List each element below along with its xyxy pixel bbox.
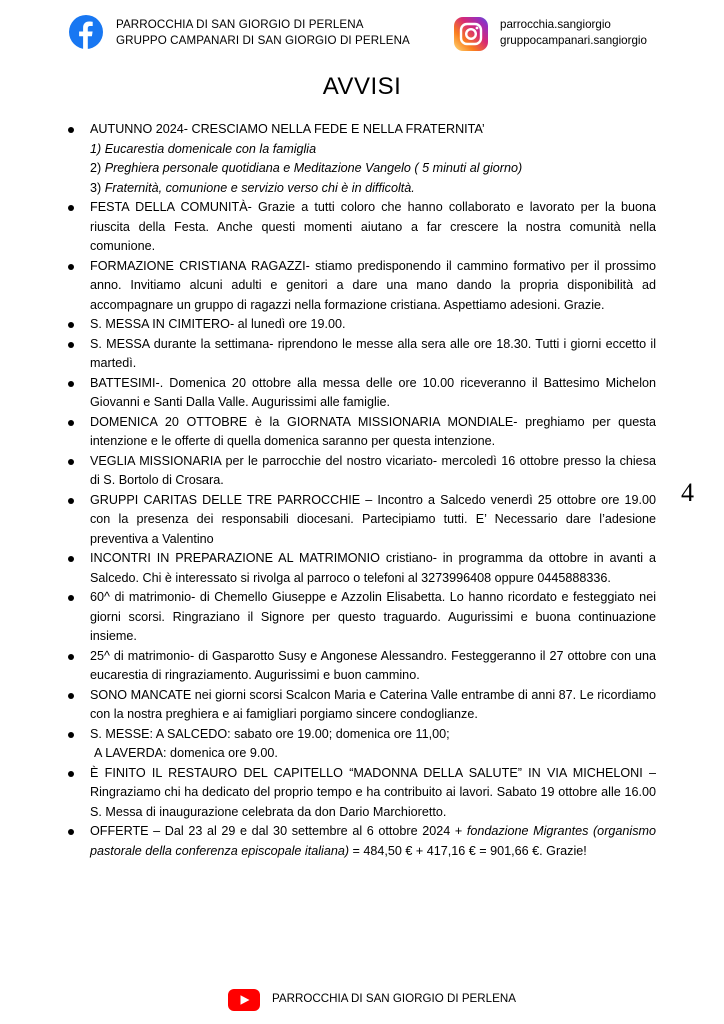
notice-veglia: VEGLIA MISSIONARIA per le parrocchie del nostro vicariato- mercoledì 16 ottobre presso la chiesa di S. Bortolo di Crosara.	[62, 452, 656, 491]
notice-autumn-point-3	[90, 179, 656, 199]
page-number: 4	[681, 478, 694, 507]
youtube-icon[interactable]	[228, 989, 260, 1011]
youtube-channel-name[interactable]: PARROCCHIA DI SAN GIORGIO DI PERLENA	[272, 992, 516, 1005]
instagram-icon[interactable]	[454, 17, 488, 51]
notice-venticinquesimo: 25^ di matrimonio- di Gasparotto Susy e Angonese Alessandro. Festeggeranno il 27 ottobre con una eucarestia di ringraziamento. Augurissimi e buon cammino.	[62, 647, 656, 686]
notice-formazione: FORMAZIONE CRISTIANA RAGAZZI- stiamo predisponendo il cammino formativo per il prossimo anno. Invitiamo alcuni adulti e genitori a dare una mano dando la propria disponibilità ad accompagnare un gruppo di ragazzi nella formazione cristiana. Aspettiamo adesioni. Grazie.	[62, 257, 656, 316]
notice-offerte	[62, 822, 656, 861]
facebook-label	[116, 17, 410, 49]
notice-messe	[62, 725, 656, 764]
notice-autumn-point-2	[90, 159, 656, 179]
facebook-parish-name: PARROCCHIA DI SAN GIORGIO DI PERLENA	[116, 18, 364, 31]
notice-missionaria: DOMENICA 20 OTTOBRE è la GIORNATA MISSIONARIA MONDIALE- preghiamo per questa intenzione e le offerte di quella domenica saranno per questa intenzione.	[62, 413, 656, 452]
notices-list	[62, 120, 656, 861]
instagram-group-account[interactable]: gruppocampanari.sangiorgio	[500, 34, 647, 47]
notice-autumn	[62, 120, 656, 198]
notice-offerte-total: = 484,50 € + 417,16 € = 901,66 €. Grazie!	[349, 843, 587, 858]
notice-autumn-point-1: 1) Eucarestia domenicale con la famiglia	[90, 141, 317, 156]
notice-messe-salcedo: S. MESSE: A SALCEDO: sabato ore 19.00; domenica ore 11,00;	[90, 726, 450, 741]
notice-sessantesimo: 60^ di matrimonio- di Chemello Giuseppe e Azzolin Elisabetta. Lo hanno ricordato e festeggiato nei giorni scorsi. Ringraziano il Signore per questo traguardo. Augurissimi e buona continuazione insieme.	[62, 588, 656, 647]
notice-cimitero: S. MESSA IN CIMITERO- al lunedì ore 19.00.	[62, 315, 656, 335]
notice-messe-laverda: A LAVERDA: domenica ore 9.00.	[94, 746, 278, 760]
notice-caritas: GRUPPI CARITAS DELLE TRE PARROCCHIE – Incontro a Salcedo venerdì 25 ottobre ore 19.00 con la presenza dei responsabili diocesani. Partecipiamo tutti. E’ Necessario dare l’adesione preventiva a Valentino	[62, 491, 656, 550]
notice-restauro: È FINITO IL RESTAURO DEL CAPITELLO “MADONNA DELLA SALUTE” IN VIA MICHELONI – Ringraziamo chi ha dedicato del proprio tempo e ha contribuito ai lavori. Sabato 19 ottobre alle 16.00 S. Messa di inaugurazione celebrata da don Dario Marchioretto.	[62, 764, 656, 823]
facebook-group-name: GRUPPO CAMPANARI DI SAN GIORGIO DI PERLENA	[116, 34, 410, 47]
notice-matrimonio: INCONTRI IN PREPARAZIONE AL MATRIMONIO cristiano- in programma da ottobre in avanti a Salcedo. Chi è interessato si rivolga al parroco o telefoni al 3273996408 oppure 0445888336.	[62, 549, 656, 588]
notice-mancate: SONO MANCATE nei giorni scorsi Scalcon Maria e Caterina Valle entrambe di anni 87. Le ricordiamo con la nostra preghiera e ai famigliari porgiamo sincere condoglianze.	[62, 686, 656, 725]
instagram-parish-account[interactable]: parrocchia.sangiorgio	[500, 18, 611, 31]
page-header	[0, 0, 724, 60]
notice-autumn-point-3-number: 3)	[90, 180, 105, 195]
notice-offerte-prefix: OFFERTE – Dal 23 al 29 e dal 30 settembre al 6 ottobre 2024 +	[90, 824, 467, 838]
instagram-label	[500, 17, 647, 49]
page-title: AVVISI	[322, 73, 402, 100]
notice-autumn-heading: AUTUNNO 2024- CRESCIAMO NELLA FEDE E NELLA FRATERNITA’	[90, 122, 485, 136]
notice-battesimi: BATTESIMI-. Domenica 20 ottobre alla messa delle ore 10.00 riceveranno il Battesimo Michelon Giovanni e Santi Dalla Valle. Augurissimi alle famiglie.	[62, 374, 656, 413]
notice-offerte-migrantes: fondazione Migrantes (organismo pastorale della conferenza episcopale italiana)	[90, 824, 656, 858]
notice-autumn-point-2-number: 2)	[90, 161, 105, 175]
notice-autumn-point-3-text: Fraternità, comunione e servizio verso chi è in difficoltà.	[104, 180, 415, 195]
facebook-icon[interactable]	[69, 15, 103, 49]
notice-autumn-point-2-text: Preghiera personale quotidiana e Meditazione Vangelo ( 5 minuti al giorno)	[104, 161, 523, 175]
notice-festa: FESTA DELLA COMUNITÀ- Grazie a tutti coloro che hanno collaborato e lavorato per la buona riuscita della Festa. Anche questi momenti aiutano a far crescere la nostra comunità nella comunione.	[62, 198, 656, 257]
notice-settimana: S. MESSA durante la settimana- riprendono le messe alla sera alle ore 18.30. Tutti i giorni eccetto il martedì.	[62, 335, 656, 374]
